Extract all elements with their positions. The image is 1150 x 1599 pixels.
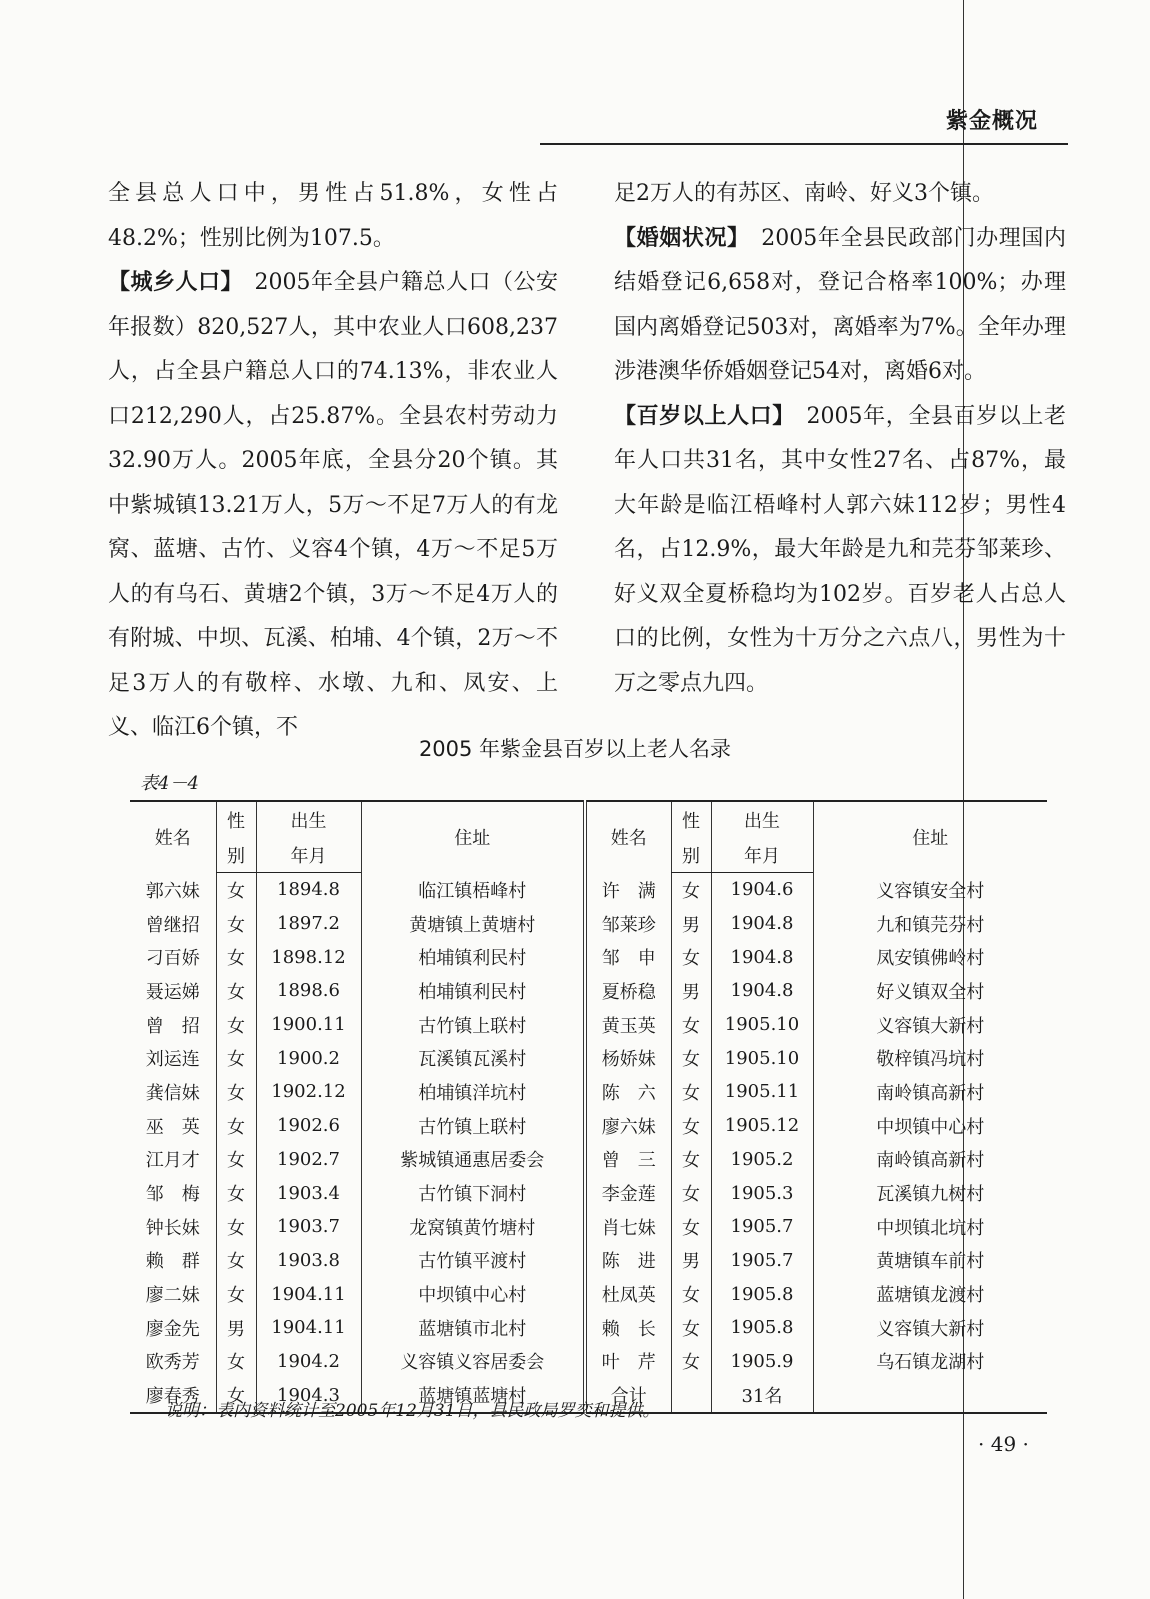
- table-code: 表4－4: [140, 773, 199, 794]
- cell-sex: 男: [216, 1311, 256, 1345]
- cell-birth: 1904.8: [711, 974, 813, 1008]
- cell-name: 曾 招: [145, 1015, 200, 1037]
- cell-birth: 1905.11: [711, 1075, 813, 1109]
- cell-birth: 1904.11: [256, 1311, 361, 1345]
- paragraph-body: 2005年全县户籍总人口（公安年报数）820,527人，其中农业人口608,237人，占全县户籍总人口的74.13%，非农业人口212,290人，占25.87%。全县农村劳动力32.90万人。2005年底，全县分20个镇。其中紫城镇13.21万人，5万～不足7万人的有龙窝、蓝塘、古竹、义容4个镇，4万～不足5万人的有乌石、黄塘2个镇，3万～不足4万人的有附城、中坝、瓦溪、柏埔、4个镇，2万～不足3万人的有敬梓、水墩、九和、凤安、上义、临江6个镇，不: [108, 270, 558, 740]
- cell-sex: 女: [216, 940, 256, 974]
- cell-name: 陈 六: [585, 1075, 671, 1109]
- header-address: 住址: [813, 801, 1047, 873]
- cell-sex: 女: [216, 1041, 256, 1075]
- cell-name: 许 满: [585, 873, 671, 907]
- cell-sex: 女: [671, 1311, 711, 1345]
- cell-name: 郭六妹: [145, 880, 200, 902]
- cell-name: 廖二妹: [145, 1285, 200, 1307]
- header-birth: 出生: [711, 801, 813, 837]
- cell-sex: 女: [216, 1075, 256, 1109]
- cell-address: 南岭镇高新村: [813, 1143, 1047, 1177]
- cell-name: 廖六妹: [585, 1109, 671, 1143]
- table-row: [130, 1109, 1047, 1143]
- cell-birth: 1905.10: [711, 1008, 813, 1042]
- cell-birth: 31名: [711, 1378, 813, 1413]
- cell-sex: 女: [671, 1176, 711, 1210]
- cell-birth: 1905.10: [711, 1041, 813, 1075]
- centenarian-table: [130, 800, 1047, 1414]
- table-row: [130, 1311, 1047, 1345]
- cell-sex: 女: [671, 1277, 711, 1311]
- cell-address: 黄塘镇上黄塘村: [361, 907, 585, 941]
- header-birth: 年月: [711, 837, 813, 873]
- cell-address: 瓦溪镇九树村: [813, 1176, 1047, 1210]
- cell-name: 杜凤英: [585, 1277, 671, 1311]
- cell-address: 中坝镇北坑村: [813, 1210, 1047, 1244]
- cell-sex: 男: [671, 907, 711, 941]
- cell-birth: 1902.7: [256, 1143, 361, 1177]
- cell-address: 中坝镇中心村: [361, 1277, 585, 1311]
- table-row: [130, 1008, 1047, 1042]
- cell-name: 邹 申: [585, 940, 671, 974]
- running-header: 紫金概况: [946, 109, 1039, 134]
- header-address: 住址: [361, 801, 585, 873]
- cell-address: 义容镇义容居委会: [361, 1345, 585, 1379]
- cell-address: 蓝塘镇市北村: [361, 1311, 585, 1345]
- table-row: [130, 1210, 1047, 1244]
- cell-name: 曾继招: [145, 914, 200, 936]
- cell-sex: 女: [216, 1210, 256, 1244]
- cell-sex: 女: [216, 1109, 256, 1143]
- header-rule: [540, 143, 1068, 145]
- paragraph-continued: 足2万人的有苏区、南岭、好义3个镇。: [614, 181, 994, 206]
- right-column: [614, 172, 1066, 706]
- cell-sex: 女: [216, 1143, 256, 1177]
- cell-address: 九和镇芫芬村: [813, 907, 1047, 941]
- header-sex: 别: [671, 837, 711, 873]
- cell-name: 赖 长: [585, 1311, 671, 1345]
- header-name: 姓名: [585, 801, 671, 873]
- cell-name: 肖七妹: [585, 1210, 671, 1244]
- cell-sex: 女: [216, 907, 256, 941]
- cell-sex: 女: [671, 1210, 711, 1244]
- table-note: 说明：表内资料统计至2005年12月31日，县民政局罗奕和提供。: [165, 1401, 660, 1421]
- table-row: [130, 1041, 1047, 1075]
- cell-name: 廖金先: [145, 1318, 200, 1340]
- cell-address: 蓝塘镇蓝塘村: [361, 1378, 585, 1413]
- cell-sex: 女: [671, 873, 711, 907]
- table-row: [130, 1075, 1047, 1109]
- table-row: [130, 974, 1047, 1008]
- table-body: [130, 873, 1047, 1414]
- cell-birth: 1902.6: [256, 1109, 361, 1143]
- cell-name: 江月才: [145, 1150, 200, 1172]
- paragraph-urban-rural: [108, 261, 558, 751]
- cell-name: 巫 英: [145, 1116, 200, 1138]
- cell-sex: [671, 1378, 711, 1413]
- cell-address: 乌石镇龙湖村: [813, 1345, 1047, 1379]
- cell-name: 李金莲: [585, 1176, 671, 1210]
- cell-sex: 女: [216, 974, 256, 1008]
- cell-name: 廖春秀: [130, 1378, 216, 1413]
- cell-birth: 1905.8: [711, 1277, 813, 1311]
- cell-birth: 1905.7: [711, 1244, 813, 1278]
- cell-birth: 1905.3: [711, 1176, 813, 1210]
- cell-birth: 1902.12: [256, 1075, 361, 1109]
- header-sex: 性: [671, 801, 711, 837]
- cell-name: 赖 群: [145, 1251, 200, 1273]
- cell-address: 柏埔镇利民村: [361, 940, 585, 974]
- section-heading: 【婚姻状况】: [614, 225, 739, 251]
- cell-name: 合计: [585, 1378, 671, 1413]
- cell-name: 杨娇妹: [585, 1041, 671, 1075]
- cell-address: 柏埔镇利民村: [361, 974, 585, 1008]
- table-row: [130, 907, 1047, 941]
- cell-name: 邹 梅: [145, 1184, 200, 1206]
- cell-address: 蓝塘镇龙渡村: [813, 1277, 1047, 1311]
- cell-name: 曾 三: [585, 1143, 671, 1177]
- cell-sex: 女: [671, 1008, 711, 1042]
- cell-birth: 1905.12: [711, 1109, 813, 1143]
- cell-sex: 女: [671, 1345, 711, 1379]
- table-row: [130, 1143, 1047, 1177]
- paragraph-gender: 全县总人口中，男性占51.8%，女性占48.2%；性别比例为107.5。: [108, 181, 558, 251]
- cell-birth: 1898.12: [256, 940, 361, 974]
- cell-birth: 1905.8: [711, 1311, 813, 1345]
- table-row: [130, 873, 1047, 907]
- cell-birth: 1897.2: [256, 907, 361, 941]
- cell-sex: 女: [671, 1143, 711, 1177]
- cell-address: 古竹镇下洞村: [361, 1176, 585, 1210]
- cell-sex: 男: [671, 1244, 711, 1278]
- section-heading: 【百岁以上人口】: [614, 403, 784, 429]
- cell-sex: 女: [671, 940, 711, 974]
- cell-birth: 1903.7: [256, 1210, 361, 1244]
- cell-address: 临江镇梧峰村: [361, 873, 585, 907]
- header-birth: 年月: [256, 837, 361, 873]
- cell-birth: 1900.2: [256, 1041, 361, 1075]
- cell-sex: 女: [671, 1041, 711, 1075]
- cell-birth: 1903.4: [256, 1176, 361, 1210]
- cell-sex: 女: [216, 1008, 256, 1042]
- cell-sex: 女: [216, 1277, 256, 1311]
- cell-address: 古竹镇平渡村: [361, 1244, 585, 1278]
- cell-name: 钟长妹: [145, 1217, 200, 1239]
- paragraph-marriage: [614, 217, 1066, 395]
- cell-birth: 1894.8: [256, 873, 361, 907]
- table-row: [130, 1277, 1047, 1311]
- cell-sex: 女: [216, 1244, 256, 1278]
- cell-birth: 1904.2: [256, 1345, 361, 1379]
- header-sex: 性: [216, 801, 256, 837]
- cell-address: 好义镇双全村: [813, 974, 1047, 1008]
- cell-birth: 1904.8: [711, 940, 813, 974]
- cell-birth: 1904.3: [256, 1378, 361, 1413]
- cell-birth: 1905.9: [711, 1345, 813, 1379]
- cell-birth: 1904.11: [256, 1277, 361, 1311]
- left-column: [108, 172, 558, 751]
- cell-sex: 女: [216, 873, 256, 907]
- section-heading: 【城乡人口】: [108, 270, 232, 295]
- table-header-row: [130, 801, 1047, 837]
- cell-address: 古竹镇上联村: [361, 1008, 585, 1042]
- cell-address: 古竹镇上联村: [361, 1109, 585, 1143]
- cell-birth: 1905.7: [711, 1210, 813, 1244]
- table-row: [130, 1345, 1047, 1379]
- cell-birth: 1903.8: [256, 1244, 361, 1278]
- cell-birth: 1904.8: [711, 907, 813, 941]
- cell-birth: 1898.6: [256, 974, 361, 1008]
- cell-address: 敬梓镇冯坑村: [813, 1041, 1047, 1075]
- cell-address: 柏埔镇洋坑村: [361, 1075, 585, 1109]
- paragraph-body: 2005年，全县百岁以上老年人口共31名，其中女性27名、占87%，最大年龄是临江梧峰村人郭六妹112岁；男性4名，占12.9%，最大年龄是九和芫芬邹莱珍、好义双全夏桥稳均为102岁。百岁老人占总人口的比例，女性为十万分之六点八，男性为十万之零点九四。: [614, 403, 1066, 696]
- table-row: [130, 940, 1047, 974]
- cell-name: 刁百娇: [145, 948, 200, 970]
- cell-address: [813, 1378, 1047, 1413]
- cell-name: 陈 进: [585, 1244, 671, 1278]
- cell-name: 欧秀芳: [145, 1352, 200, 1374]
- cell-sex: 男: [671, 974, 711, 1008]
- paragraph-centenarians: [614, 395, 1066, 707]
- cell-address: 瓦溪镇瓦溪村: [361, 1041, 585, 1075]
- cell-sex: 女: [671, 1075, 711, 1109]
- cell-birth: 1904.6: [711, 873, 813, 907]
- page-number: · 49 ·: [978, 1432, 1029, 1456]
- cell-address: 紫城镇通惠居委会: [361, 1143, 585, 1177]
- cell-name: 聂运娣: [145, 981, 200, 1003]
- header-birth: 出生: [256, 801, 361, 837]
- cell-name: 夏桥稳: [585, 974, 671, 1008]
- cell-address: 义容镇大新村: [813, 1008, 1047, 1042]
- cell-address: 中坝镇中心村: [813, 1109, 1047, 1143]
- cell-address: 南岭镇高新村: [813, 1075, 1047, 1109]
- cell-address: 义容镇大新村: [813, 1311, 1047, 1345]
- cell-name: 黄玉英: [585, 1008, 671, 1042]
- cell-sex: 女: [216, 1378, 256, 1413]
- cell-name: 叶 芹: [585, 1345, 671, 1379]
- cell-name: 刘运连: [145, 1049, 200, 1071]
- table-row: [130, 1244, 1047, 1278]
- paragraph-body: 2005年全县民政部门办理国内结婚登记6,658对，登记合格率100%；办理国内离婚登记503对，离婚率为7%。全年办理涉港澳华侨婚姻登记54对，离婚6对。: [614, 225, 1066, 384]
- cell-sex: 女: [216, 1176, 256, 1210]
- header-sex: 别: [216, 837, 256, 873]
- cell-address: 凤安镇佛岭村: [813, 940, 1047, 974]
- table-row: [130, 1176, 1047, 1210]
- cell-name: 邹莱珍: [585, 907, 671, 941]
- cell-birth: 1905.2: [711, 1143, 813, 1177]
- cell-sex: 女: [216, 1345, 256, 1379]
- table-title: 2005 年紫金县百岁以上老人名录: [418, 737, 732, 761]
- cell-address: 龙窝镇黄竹塘村: [361, 1210, 585, 1244]
- cell-name: 龚信妹: [145, 1082, 200, 1104]
- cell-address: 义容镇安全村: [813, 873, 1047, 907]
- cell-address: 黄塘镇车前村: [813, 1244, 1047, 1278]
- cell-sex: 女: [671, 1109, 711, 1143]
- cell-birth: 1900.11: [256, 1008, 361, 1042]
- header-name: 姓名: [130, 801, 216, 873]
